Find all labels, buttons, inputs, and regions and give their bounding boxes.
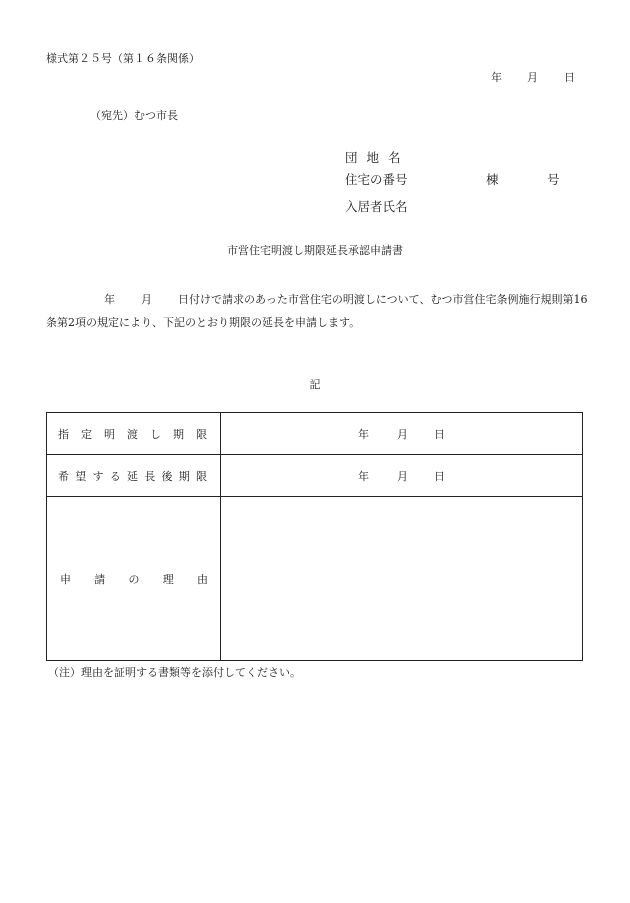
desired-deadline-label-cell: [47, 455, 221, 497]
reason-label: [47, 571, 220, 587]
label-char: 限: [196, 469, 207, 483]
label-char: 明: [104, 427, 115, 441]
designated-year: 年: [358, 427, 369, 441]
label-char: 期: [173, 427, 184, 441]
label-char: 期: [178, 469, 190, 483]
label-char: の: [128, 572, 140, 586]
estate-name-label: 団地名: [345, 150, 410, 165]
designated-day: 日: [434, 427, 445, 441]
resident-name-label: 入居者氏名: [345, 199, 408, 214]
designated-deadline-label: [47, 426, 220, 442]
desired-day: 日: [434, 469, 445, 483]
document-title: 市営住宅明渡し期限延長承認申請書: [227, 244, 403, 257]
date-year: 年: [491, 71, 502, 84]
body-year: 年: [104, 293, 115, 306]
label-char: 渡: [127, 427, 138, 441]
table-row: [47, 497, 583, 661]
details-table: [46, 412, 583, 661]
desired-month: 月: [397, 469, 408, 483]
body-text: 日付けで請求のあった市営住宅の明渡しについて、むつ市営住宅条例施行規則第16条第2項の規定により、下記のとおり期限の延長を申請します。: [46, 293, 588, 329]
label-char: し: [150, 427, 161, 441]
table-row: [47, 413, 583, 455]
number-unit: 号: [547, 172, 560, 187]
label-char: る: [109, 469, 121, 483]
building-unit: 棟: [486, 172, 499, 187]
desired-deadline-label: [47, 468, 220, 484]
date-day: 日: [564, 71, 575, 84]
record-heading: 記: [309, 378, 321, 391]
label-char: す: [92, 469, 104, 483]
body-month: 月: [141, 293, 152, 306]
label-char: 限: [196, 427, 207, 441]
label-char: 理: [162, 572, 174, 586]
desired-year: 年: [358, 469, 369, 483]
designated-month: 月: [397, 427, 408, 441]
form-number: 様式第２５号（第１６条関係）: [46, 52, 200, 65]
house-number-label: 住宅の番号: [345, 172, 408, 187]
label-char: 定: [81, 427, 92, 441]
designated-deadline-date[interactable]: [221, 413, 583, 455]
body-paragraph: [46, 288, 591, 334]
reason-label-cell: [47, 497, 221, 661]
label-char: 由: [197, 572, 208, 586]
label-char: 延: [127, 469, 138, 483]
label-char: 請: [94, 572, 106, 586]
label-char: 長: [144, 469, 156, 483]
desired-deadline-date[interactable]: [221, 455, 583, 497]
designated-deadline-label-cell: [47, 413, 221, 455]
reason-input-area[interactable]: [221, 497, 583, 661]
addressee: （宛先）むつ市長: [90, 109, 178, 122]
label-char: 申: [60, 572, 71, 586]
date-month: 月: [527, 71, 538, 84]
label-char: 指: [58, 427, 69, 441]
footnote: （注）理由を証明する書類等を添付してください。: [48, 666, 301, 679]
label-char: 後: [161, 469, 173, 483]
label-char: 希: [58, 469, 69, 483]
table-row: [47, 455, 583, 497]
label-char: 望: [75, 469, 87, 483]
